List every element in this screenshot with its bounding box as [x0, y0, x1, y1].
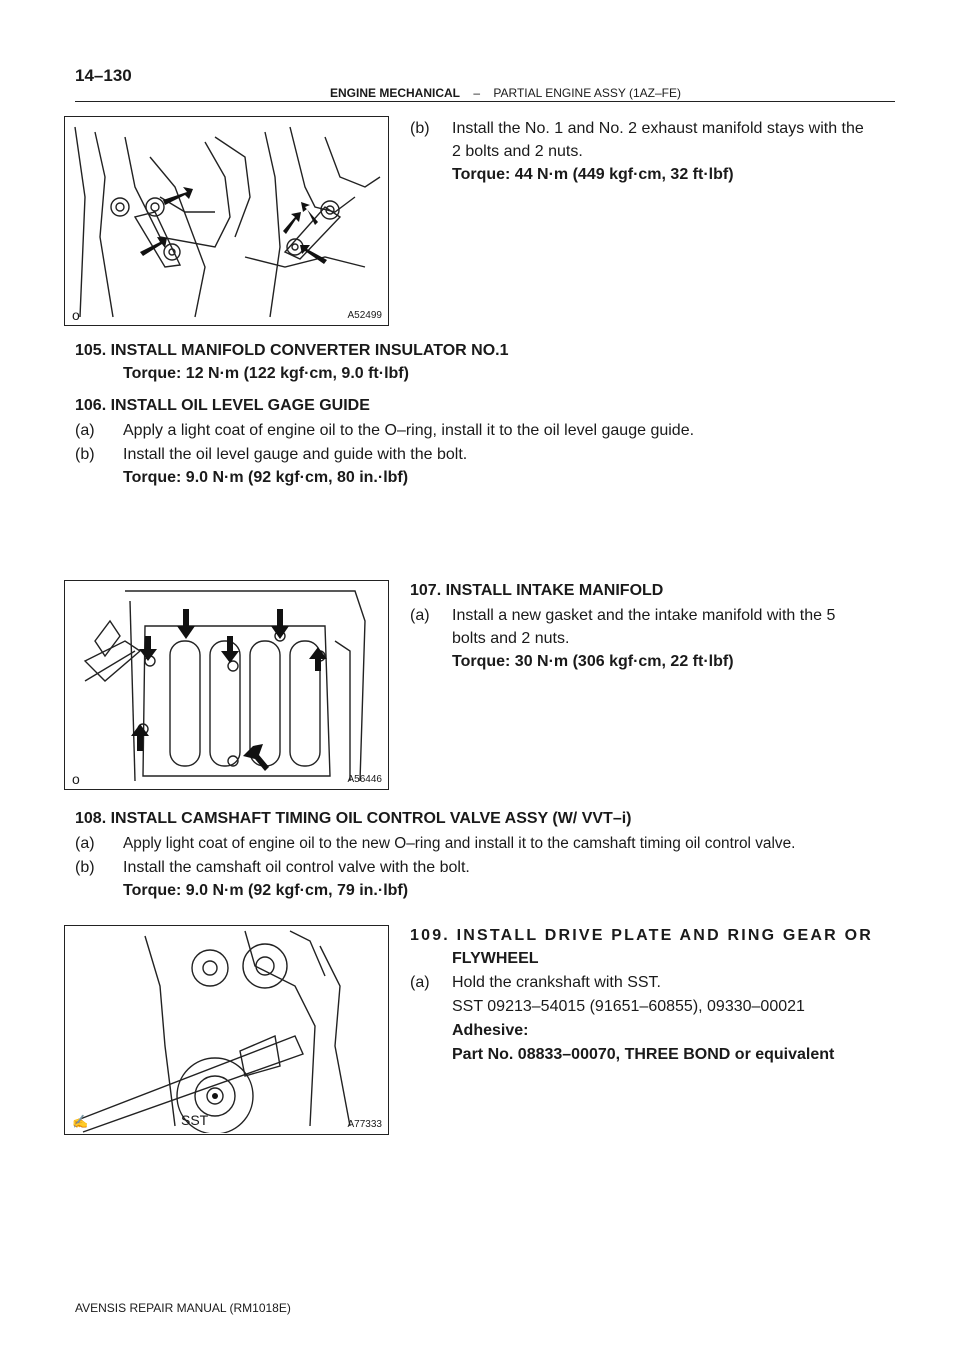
step-105-title: 105. INSTALL MANIFOLD CONVERTER INSULATOR NO.1 [75, 342, 509, 359]
header-rule [75, 101, 895, 102]
running-header [330, 86, 681, 100]
step-108a-label: (a) [75, 835, 95, 852]
step-108-torque: Torque: 9.0 N·m (92 kgf·cm, 79 in.·lbf) [123, 882, 409, 899]
header-section: ENGINE MECHANICAL [330, 86, 461, 100]
figure-flywheel-sst [64, 925, 389, 1135]
page-number: 14–130 [75, 66, 132, 85]
figure-sst-label: SST [181, 1112, 209, 1128]
step-107a-label: (a) [410, 607, 430, 624]
step-109-part-number: Part No. 08833–00070, THREE BOND or equivalent [452, 1046, 835, 1063]
step-106-torque: Torque: 9.0 N·m (92 kgf·cm, 80 in.·lbf) [123, 469, 409, 486]
step-104b-torque: Torque: 44 N·m (449 kgf·cm, 32 ft·lbf) [452, 166, 734, 183]
figure-intake-manifold [64, 580, 389, 790]
step-109a-text: Hold the crankshaft with SST. [452, 974, 661, 991]
figure-code: A52499 [347, 310, 382, 321]
step-108b-label: (b) [75, 859, 95, 876]
step-108a-text: Apply light coat of engine oil to the new O–ring and install it to the camshaft timing oil control valve. [123, 835, 796, 852]
figure-mark: o [72, 307, 80, 323]
step-106-title: 106. INSTALL OIL LEVEL GAGE GUIDE [75, 397, 370, 414]
figure-code: A56446 [347, 774, 382, 785]
step-109-sst: SST 09213–54015 (91651–60855), 09330–00021 [452, 998, 805, 1015]
exhaust-stay-illustration [65, 117, 387, 324]
header-subsection: PARTIAL ENGINE ASSY (1AZ–FE) [493, 86, 682, 100]
step-106a-label: (a) [75, 422, 95, 439]
figure-code: A77333 [347, 1119, 382, 1130]
step-106b-text: Install the oil level gauge and guide with the bolt. [123, 446, 468, 463]
step-108-title: 108. INSTALL CAMSHAFT TIMING OIL CONTROL VALVE ASSY (W/ VVT–i) [75, 810, 632, 827]
step-109-title-cont: FLYWHEEL [452, 950, 539, 967]
step-104b-label: (b) [410, 120, 430, 137]
step-105-torque: Torque: 12 N·m (122 kgf·cm, 9.0 ft·lbf) [123, 365, 409, 382]
step-106a-text: Apply a light coat of engine oil to the O–ring, install it to the oil level gauge guide. [123, 422, 695, 439]
step-107-torque: Torque: 30 N·m (306 kgf·cm, 22 ft·lbf) [452, 653, 734, 670]
figure-exhaust-manifold-stays [64, 116, 389, 326]
step-107a-line2: bolts and 2 nuts. [452, 630, 570, 647]
flywheel-sst-illustration [65, 926, 387, 1133]
header-separator: – [473, 86, 481, 100]
figure-mark: o [72, 771, 80, 787]
intake-manifold-illustration [65, 581, 387, 788]
step-109-adhesive-label: Adhesive: [452, 1022, 529, 1039]
step-109-title: 109. INSTALL DRIVE PLATE AND RING GEAR OR [410, 927, 873, 944]
step-104b-line2: 2 bolts and 2 nuts. [452, 143, 583, 160]
step-106b-label: (b) [75, 446, 95, 463]
step-104b-line1: Install the No. 1 and No. 2 exhaust manifold stays with the [452, 120, 864, 137]
step-107-title: 107. INSTALL INTAKE MANIFOLD [410, 582, 664, 599]
step-107a-line1: Install a new gasket and the intake manifold with the 5 [452, 607, 836, 624]
step-108b-text: Install the camshaft oil control valve with the bolt. [123, 859, 470, 876]
figure-hand-icon: ✍ [72, 1114, 89, 1129]
step-109a-label: (a) [410, 974, 430, 991]
page-footer: AVENSIS REPAIR MANUAL (RM1018E) [75, 1301, 291, 1315]
